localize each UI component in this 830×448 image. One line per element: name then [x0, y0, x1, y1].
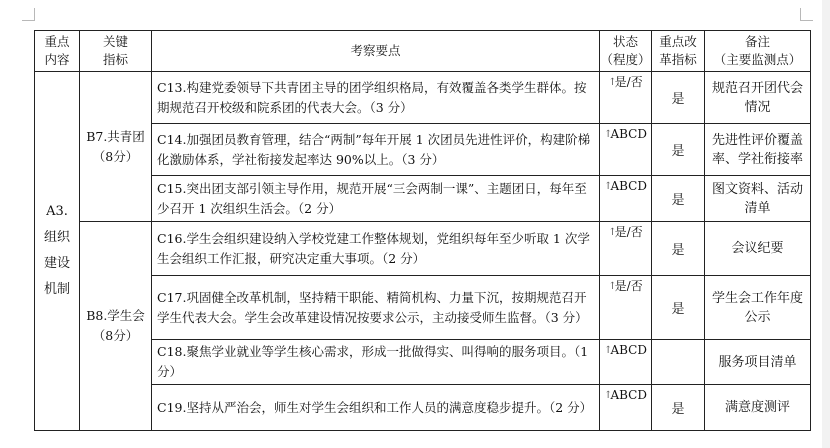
header-content: 重点 内容: [35, 31, 80, 72]
crop-mark-right: [800, 8, 813, 21]
content-cell: A3. 组织 建设 机制: [35, 72, 80, 431]
evaluation-table: [34, 30, 811, 431]
reform-c19: 是: [652, 385, 705, 431]
header-status: 状态 （程度）: [600, 31, 652, 72]
crop-mark-left: [22, 8, 35, 21]
indicator-cell-b8: B8.学生会 （8分）: [80, 222, 152, 431]
point-c18: C18.聚焦学业就业等学生核心需求，形成一批做得实、叫得响的服务项目。（1 分）: [152, 340, 600, 385]
status-c13: ↑是/否: [600, 72, 652, 124]
tick-mark-icon: ↑: [604, 390, 613, 401]
table-row: [35, 276, 811, 340]
tick-mark-icon: ↑: [608, 77, 617, 88]
header-indicator: 关键 指标: [80, 31, 152, 72]
status-c14: ↑ABCD: [600, 124, 652, 176]
tick-mark-icon: ↑: [604, 129, 613, 140]
table-row: [35, 72, 811, 124]
tick-mark-icon: ↑: [604, 181, 613, 192]
reform-c18: [652, 340, 705, 385]
tick-mark-icon: ↑: [604, 345, 613, 356]
notes-c15: 图文资料、活动清单: [705, 176, 811, 222]
notes-c14: 先进性评价覆盖率、学社衔接率: [705, 124, 811, 176]
notes-c16: 会议纪要: [705, 222, 811, 276]
tick-mark-icon: ↑: [608, 281, 617, 292]
point-c14: C14.加强团员教育管理，结合“两制”每年开展 1 次团员先进性评价，构建阶梯化激励体系，学社衔接发起率达 90%以上。（3 分）: [152, 124, 600, 176]
reform-c16: 是: [652, 222, 705, 276]
table-row: [35, 385, 811, 431]
reform-c17: 是: [652, 276, 705, 340]
table-row: [35, 222, 811, 276]
point-c16: C16.学生会组织建设纳入学校党建工作整体规划，党组织每年至少听取 1 次学生会组织工作汇报，研究决定重大事项。（2 分）: [152, 222, 600, 276]
status-c18: ↑ABCD: [600, 340, 652, 385]
tick-mark-icon: ↑: [608, 227, 617, 238]
point-c17: C17.巩固健全改革机制，坚持精干职能、精简机构、力量下沉，按期规范召开学生代表大会。学生会改革建设情况按要求公示，主动接受师生监督。（3 分）: [152, 276, 600, 340]
header-reform: 重点改 革指标: [652, 31, 705, 72]
reform-c13: 是: [652, 72, 705, 124]
indicator-cell-b7: B7.共青团 （8分）: [80, 72, 152, 222]
status-c19: ↑ABCD: [600, 385, 652, 431]
header-notes: 备注 （主要监测点）: [705, 31, 811, 72]
point-c19: C19.坚持从严治会，师生对学生会组织和工作人员的满意度稳步提升。（2 分）: [152, 385, 600, 431]
table-row: [35, 176, 811, 222]
reform-c14: 是: [652, 124, 705, 176]
notes-c19: 满意度测评: [705, 385, 811, 431]
status-c17: ↑是/否: [600, 276, 652, 340]
notes-c17: 学生会工作年度公示: [705, 276, 811, 340]
table-row: [35, 124, 811, 176]
status-c15: ↑ABCD: [600, 176, 652, 222]
status-c16: ↑是/否: [600, 222, 652, 276]
table-row: [35, 340, 811, 385]
page-edge: [822, 0, 830, 448]
point-c13: C13.构建党委领导下共青团主导的团学组织格局，有效覆盖各类学生群体。按期规范召开校级和院系团的代表大会。（3 分）: [152, 72, 600, 124]
point-c15: C15.突出团支部引领主导作用，规范开展“三会两制一课”、主题团日，每年至少召开 1 次组织生活会。（2 分）: [152, 176, 600, 222]
reform-c15: 是: [652, 176, 705, 222]
notes-c18: 服务项目清单: [705, 340, 811, 385]
header-row: [35, 31, 811, 72]
notes-c13: 规范召开团代会情况: [705, 72, 811, 124]
header-points: 考察要点: [152, 31, 600, 72]
